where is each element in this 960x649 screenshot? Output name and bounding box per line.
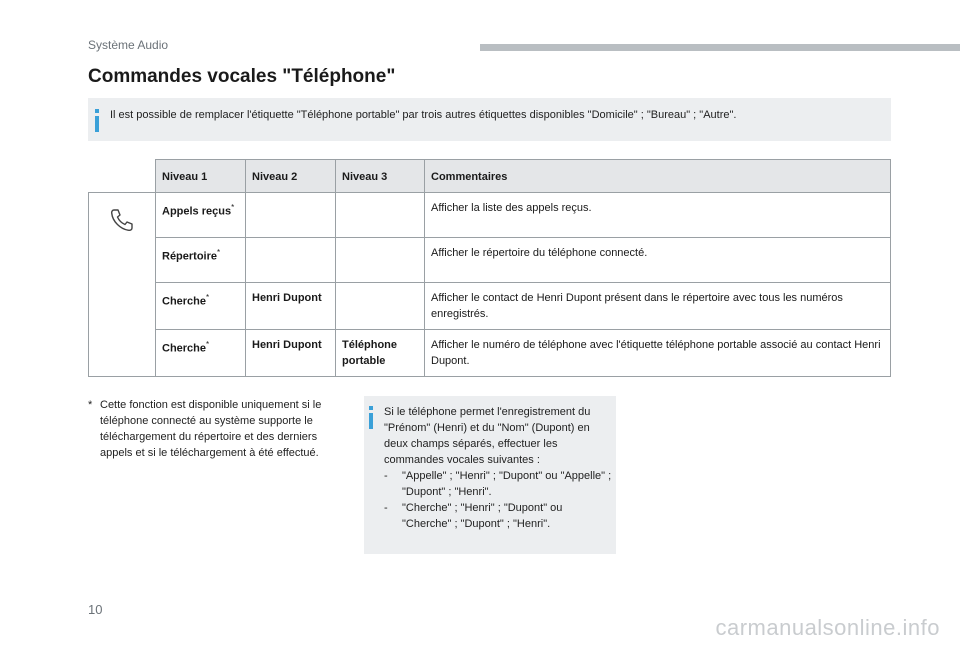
row1-niveau-3 [336,193,425,238]
header-niveau-3: Niveau 3 [336,160,425,193]
table-row [89,238,891,283]
note-list [384,468,612,532]
list-item: - "Appelle" ; "Henri" ; "Dupont" ou "Appelle" ; "Dupont" ; "Henri". [384,470,612,498]
section-label: Système Audio [88,38,169,52]
row4-niveau-3: Téléphone portable [336,330,425,377]
row3-niveau-3 [336,283,425,330]
row1-niveau-1: Appels reçus* [156,193,246,238]
icon-cell [89,193,156,377]
info-box [88,98,891,141]
row4-niveau-2: Henri Dupont [246,330,336,377]
phone-icon [108,206,136,234]
header-niveau-1: Niveau 1 [156,160,246,193]
header-blank-cell [89,160,156,193]
row3-comment: Afficher le contact de Henri Dupont présent dans le répertoire avec tous les numéros enregistrés. [425,283,891,330]
note-intro: Si le téléphone permet l'enregistrement du "Prénom" (Henri) et du "Nom" (Dupont) en deux champs séparés, effectuer les commandes vocales suivantes : [384,406,591,466]
info-icon [95,109,99,133]
header-bar [480,44,960,51]
footnote [88,397,344,461]
note-box [364,396,616,554]
row2-niveau-2 [246,238,336,283]
footnote-star: * [217,248,221,257]
footnote-star: * [206,340,210,349]
table-row [89,193,891,238]
table-row [89,330,891,377]
header-niveau-2: Niveau 2 [246,160,336,193]
row2-comment: Afficher le répertoire du téléphone connecté. [425,238,891,283]
footnote-star: * [206,293,210,302]
note-text [384,404,612,532]
table-header-row [89,160,891,193]
row1-comment: Afficher la liste des appels reçus. [425,193,891,238]
voice-commands-table [88,159,891,377]
page-title: Commandes vocales "Téléphone" [88,66,396,87]
footnote-marker: * [88,399,93,411]
footnote-star: * [231,203,235,212]
row4-comment: Afficher le numéro de téléphone avec l'étiquette téléphone portable associé au contact Henri Dupont. [425,330,891,377]
row3-niveau-2: Henri Dupont [246,283,336,330]
footnote-text: Cette fonction est disponible uniquement si le téléphone connecté au système supporte le téléchargement du répertoire et des derniers appels et si le téléchargement à été effectué. [100,399,322,459]
row2-niveau-3 [336,238,425,283]
row2-niveau-1: Répertoire* [156,238,246,283]
table-row [89,283,891,330]
list-item: - "Cherche" ; "Henri" ; "Dupont" ou "Cherche" ; "Dupont" ; "Henri". [384,502,563,530]
watermark: carmanualsonline.info [715,615,940,640]
header-commentaires: Commentaires [425,160,891,193]
row3-niveau-1: Cherche* [156,283,246,330]
row4-niveau-1: Cherche* [156,330,246,377]
page-number: 10 [88,602,103,617]
row1-niveau-2 [246,193,336,238]
info-text: Il est possible de remplacer l'étiquette "Téléphone portable" par trois autres étiquettes disponibles "Domicile" ; "Bureau" ; "Autre". [110,109,737,121]
info-icon [369,406,373,430]
